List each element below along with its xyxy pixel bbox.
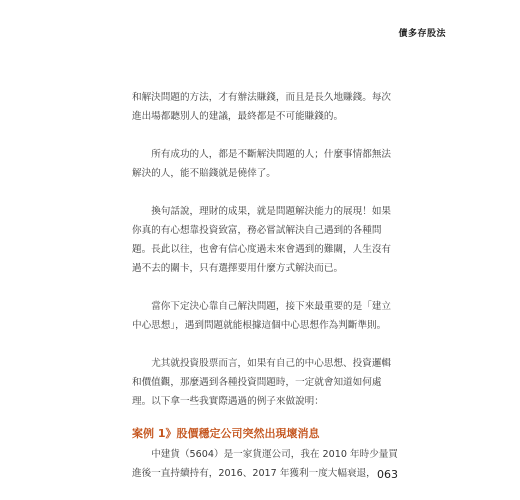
case-paragraph: 中建貨（5604）是一家貨運公司，我在 2010 年時少量買進後一直持續持有，2016、2017 年獲利一度大幅衰退，: [132, 449, 398, 479]
paragraph-5: 尤其就投資股票而言，如果有自己的中心思想、投資邏輯和價值觀，那麼遇到各種投資問題時，一定就會知道如何處理。以下拿一些我實際遇過的例子來做說明：: [132, 358, 392, 407]
paragraph-1: 和解決問題的方法，才有辦法賺錢，而且是長久地賺錢。每次進出場都聽別人的建議，最終都是不可能賺錢的。: [132, 92, 392, 122]
page-number: 063: [377, 468, 398, 481]
paragraph-2: 所有成功的人，都是不斷解決問題的人；什麼事情都無法解決的人，能不賠錢就是僥倖了。: [132, 149, 392, 179]
case-heading: 案例 1》股價穩定公司突然出現壞消息: [132, 427, 320, 440]
paragraph-3: 換句話說，理財的成果，就是問題解決能力的展現！如果你真的有心想靠投資致富，務必嘗試解決自己遇到的各種問題。長此以往，也會有信心度過未來會遇到的難關，人生沒有過不去的關卡，只有選擇要用什麼方式解決而已。: [132, 206, 392, 274]
body-text: [132, 88, 398, 483]
running-header: 債多存股法: [398, 29, 446, 39]
paragraph-4: 當你下定決心靠自己解決問題，接下來最重要的是「建立中心思想」，遇到問題就能根據這個中心思想作為判斷準則。: [132, 301, 392, 331]
